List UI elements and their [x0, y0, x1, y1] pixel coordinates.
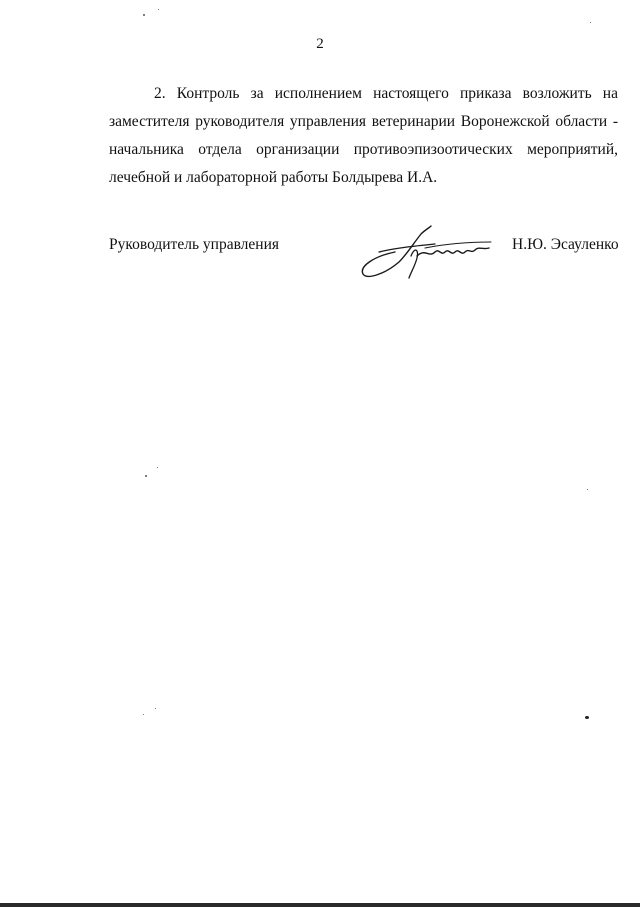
scan-speck	[143, 714, 144, 715]
signatory-role: Руководитель управления	[109, 236, 280, 253]
paragraph-line: начальника отдела организации противоэпизоотических мероприятий,	[109, 141, 618, 158]
scan-speck	[145, 475, 147, 477]
page-number: 2	[316, 36, 324, 52]
scan-speck	[157, 467, 158, 468]
scan-speck	[590, 22, 591, 23]
scan-speck	[158, 9, 159, 10]
paragraph-line: лечебной и лабораторной работы Болдырева И.А.	[109, 169, 438, 186]
paragraph-line: заместителя руководителя управления ветеринарии Воронежской области -	[109, 113, 618, 130]
signatory-name: Н.Ю. Эсауленко	[512, 236, 619, 253]
order-paragraph	[109, 80, 618, 192]
scan-border	[0, 903, 640, 907]
paragraph-line: 2. Контроль за исполнением настоящего приказа возложить на	[154, 85, 618, 102]
scan-speck	[143, 14, 145, 16]
scan-speck	[587, 489, 588, 490]
scan-speck	[585, 716, 589, 719]
scan-speck	[155, 708, 156, 709]
handwritten-signature	[355, 222, 495, 284]
